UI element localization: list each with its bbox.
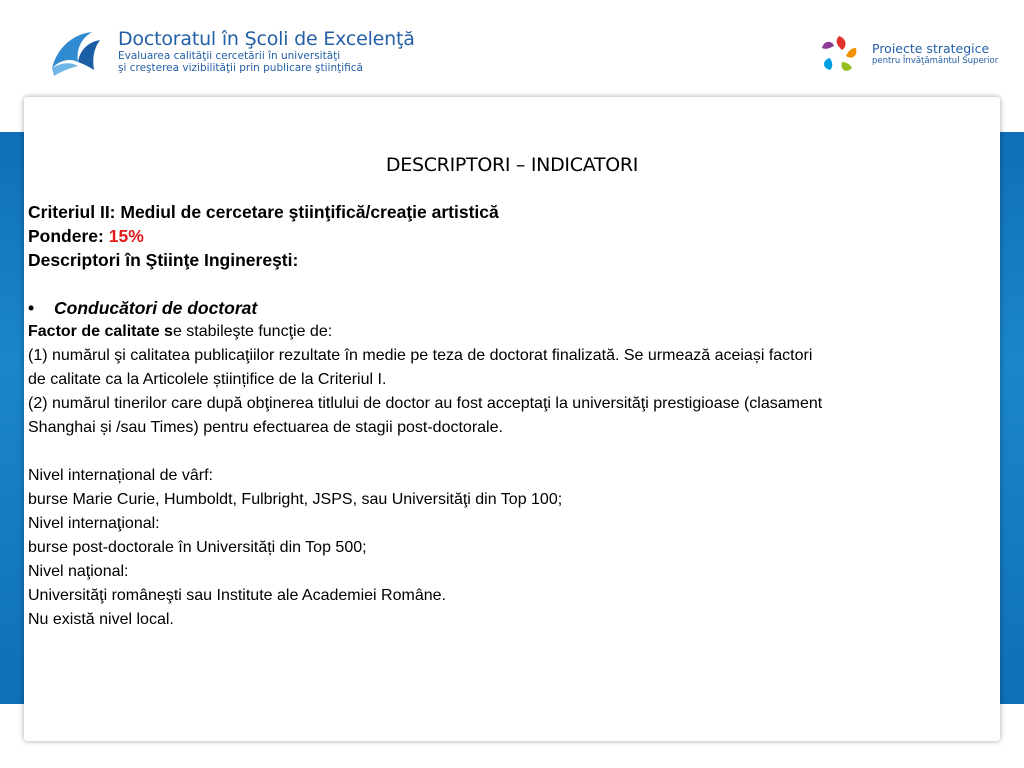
- criterion-line: Criteriul II: Mediul de cercetare ştiinţifică/creaţie artistică: [28, 202, 499, 222]
- factor-bold: Factor de calitate s: [28, 323, 173, 340]
- brand-subtitle-line-1: Evaluarea calităţii cercetării în universităţi: [118, 50, 341, 62]
- slide-content: [28, 200, 1018, 632]
- factor-rest: e stabileşte funcţie de:: [172, 323, 333, 340]
- flower-logo-icon: [818, 34, 860, 74]
- item1-line-1: (1) numărul şi calitatea publicaţiilor rezultate în medie pe teza de doctorat finalizată. Se urmează aceiași factori: [28, 347, 813, 364]
- item2-line-1: (2) numărul tinerilor care după obţinerea titlului de doctor au fost acceptaţi la universităţi prestigioase (clasament: [28, 395, 823, 412]
- weight-label: Pondere:: [28, 226, 104, 246]
- factor-line: [28, 320, 1018, 344]
- level-line: Nivel internaţional:: [28, 515, 160, 532]
- spacer: [28, 440, 1018, 464]
- partner-block: [872, 42, 998, 66]
- bullet-item: [28, 296, 1018, 320]
- level-line: burse post-doctorale în Universități din Top 500;: [28, 539, 367, 556]
- weight-line: [28, 224, 1018, 248]
- level-line: Nivel internațional de vârf:: [28, 467, 213, 484]
- brand-block: [118, 28, 415, 74]
- item2-line-2: Shanghai și /sau Times) pentru efectuarea de stagii post-doctorale.: [28, 419, 503, 436]
- level-line: Universităţi româneşti sau Institute ale Academiei Române.: [28, 587, 446, 604]
- weight-value: 15%: [108, 226, 144, 246]
- slide-heading: DESCRIPTORI – INDICATORI: [385, 154, 639, 176]
- brand-title: Doctoratul în Şcoli de Excelenţă: [118, 28, 415, 50]
- item1-line-2: de calitate ca la Articolele științifice de la Criteriul I.: [28, 371, 387, 388]
- partner-title: Proiecte strategice: [872, 41, 990, 56]
- level-line: Nu există nivel local.: [28, 611, 174, 628]
- descriptors-label: Descriptori în Ştiinţe Inginereşti:: [28, 250, 299, 270]
- brand-subtitle-line-2: şi creşterea vizibilităţii prin publicare ştiinţifică: [118, 62, 363, 74]
- bullet-text: Conducători de doctorat: [54, 298, 258, 318]
- slide-card: [24, 97, 1000, 741]
- wave-logo-icon: [48, 28, 104, 80]
- partner-subtitle: pentru Învăţământul Superior: [872, 56, 999, 66]
- left-blue-band: [0, 132, 24, 704]
- level-line: burse Marie Curie, Humboldt, Fulbright, JSPS, sau Universităţi din Top 100;: [28, 491, 563, 508]
- level-line: Nivel naţional:: [28, 563, 129, 580]
- bullet-dot-icon: •: [28, 298, 35, 318]
- slide-header: [0, 0, 1024, 96]
